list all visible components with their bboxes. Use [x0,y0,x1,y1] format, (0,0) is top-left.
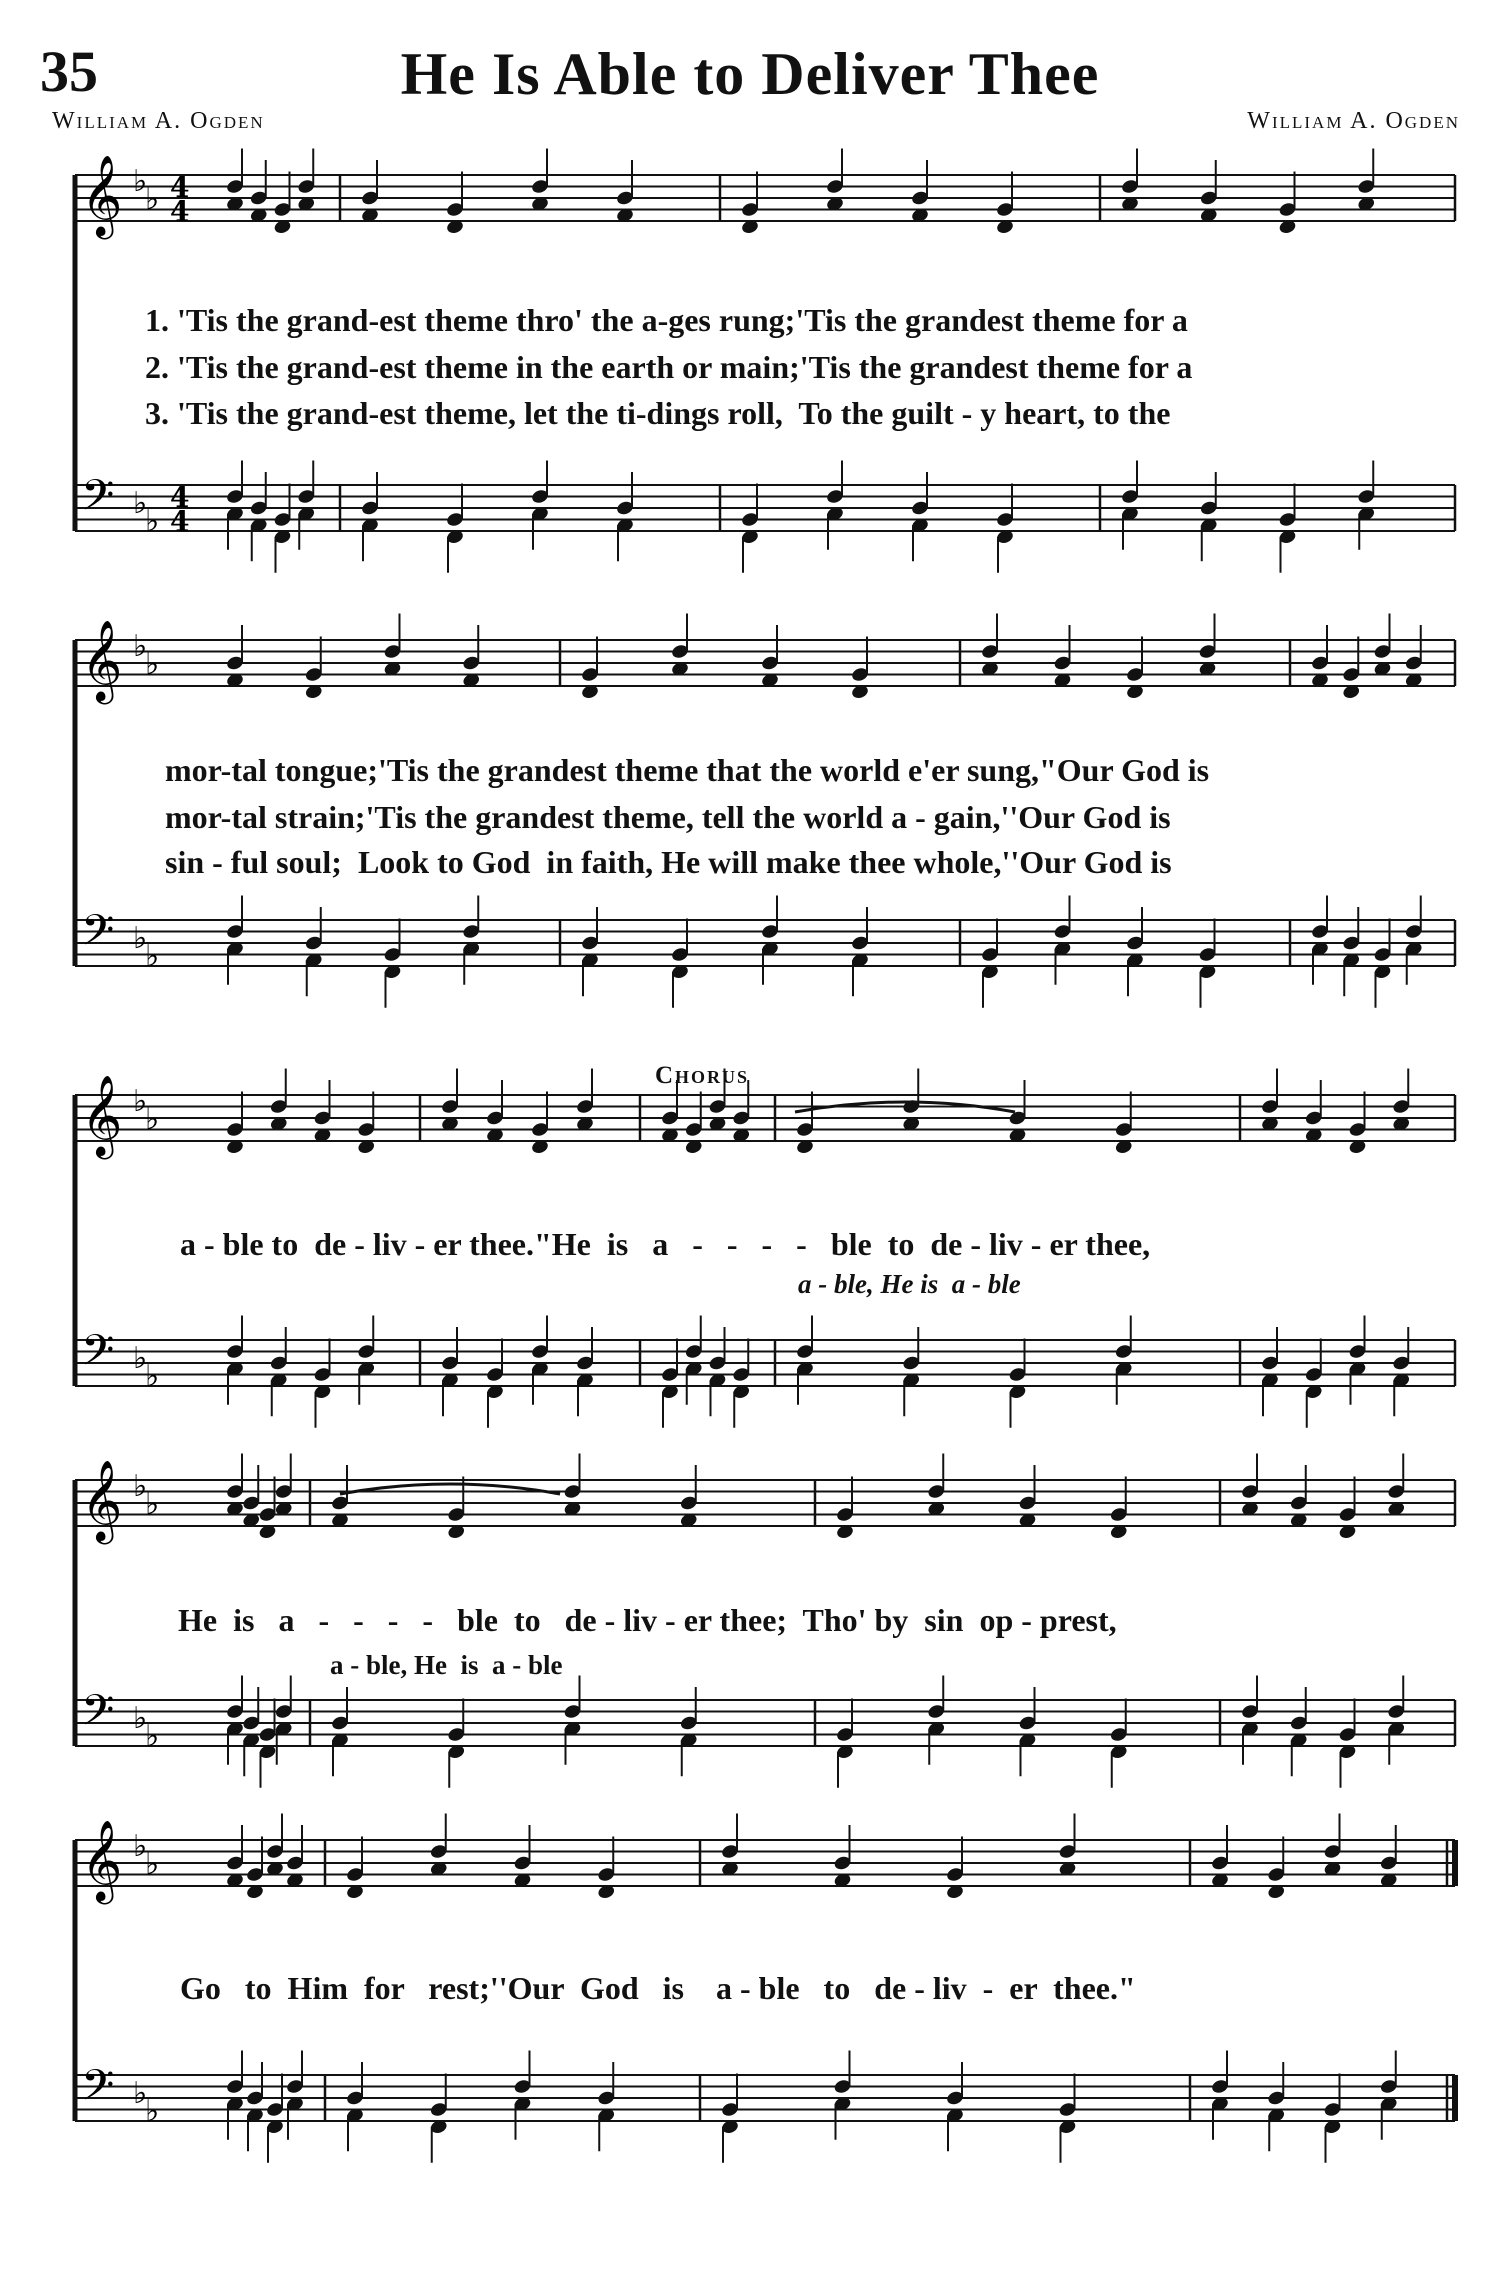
flat-icon: ♭ [133,1469,148,1504]
chorus-line-3: Go to Him for rest;''Our God is a - ble to de - liv - er thee." [180,1970,1136,2006]
verse-1-line-1: 1. 'Tis the grand-est theme thro' the a-ges rung;'Tis the grandest theme for a [145,302,1188,338]
time-signature-bottom: 4 [170,195,190,228]
flat-icon: ♭ [145,647,160,682]
chorus-line-2-alto: a - ble, He is a - ble [330,1650,563,1680]
treble-clef-icon: 𝄞 [81,1459,123,1541]
flat-icon: ♭ [145,1102,160,1137]
bass-clef-icon: 𝄢 [81,2061,115,2121]
flat-icon: ♭ [133,2076,148,2111]
treble-clef-icon: 𝄞 [81,1074,123,1156]
flat-icon: ♭ [145,182,160,217]
flat-icon: ♭ [133,486,148,521]
flat-icon: ♭ [145,1719,160,1754]
chorus-line-1: a - ble to de - liv - er thee."He is a - - - - ble to de - liv - er thee, [180,1226,1151,1262]
time-signature-top: 4 [170,481,190,514]
flat-icon: ♭ [133,1829,148,1864]
bass-clef-icon: 𝄢 [81,1686,115,1746]
chorus-line-1-alto: a - ble, He is a - ble [798,1269,1021,1299]
final-barline [1452,1840,1458,1886]
flat-icon: ♭ [145,1359,160,1394]
words-credit: William A. Ogden [52,108,265,134]
hymn-number: 35 [40,39,98,104]
verse-1-line-2: mor-tal tongue;'Tis the grandest theme that the world e'er sung,"Our God is [165,752,1210,788]
chorus-line-2: He is a - - - - ble to de - liv - er thee; Tho' by sin op - prest, [178,1602,1117,1638]
time-signature-top: 4 [170,171,190,204]
hymn-title: He Is Able to Deliver Thee [400,41,1100,107]
bass-clef-icon: 𝄢 [81,906,115,966]
flat-icon: ♭ [145,504,160,539]
flat-icon: ♭ [145,1847,160,1882]
flat-icon: ♭ [133,1341,148,1376]
flat-icon: ♭ [145,2094,160,2129]
flat-icon: ♭ [133,921,148,956]
flat-icon: ♭ [133,164,148,199]
chorus-label: Chorus [655,1062,750,1089]
bass-clef-icon: 𝄢 [81,471,115,531]
bass-clef-icon: 𝄢 [81,1326,115,1386]
treble-clef-icon: 𝄞 [81,619,123,701]
time-signature-bottom: 4 [170,505,190,538]
verse-3-line-2: sin - ful soul; Look to God in faith, He will make thee whole,''Our God is [165,844,1172,880]
music-credit: William A. Ogden [1247,108,1460,134]
verse-3-line-1: 3. 'Tis the grand-est theme, let the ti-dings roll, To the guilt - y heart, to the [145,395,1171,431]
treble-clef-icon: 𝄞 [81,1819,123,1901]
flat-icon: ♭ [133,1701,148,1736]
flat-icon: ♭ [133,629,148,664]
final-barline [1452,2075,1458,2121]
treble-clef-icon: 𝄞 [81,154,123,236]
flat-icon: ♭ [145,1487,160,1522]
verse-2-line-1: 2. 'Tis the grand-est theme in the earth or main;'Tis the grandest theme for a [145,349,1193,385]
verse-2-line-2: mor-tal strain;'Tis the grandest theme, tell the world a - gain,''Our God is [165,799,1171,835]
flat-icon: ♭ [133,1084,148,1119]
flat-icon: ♭ [145,939,160,974]
